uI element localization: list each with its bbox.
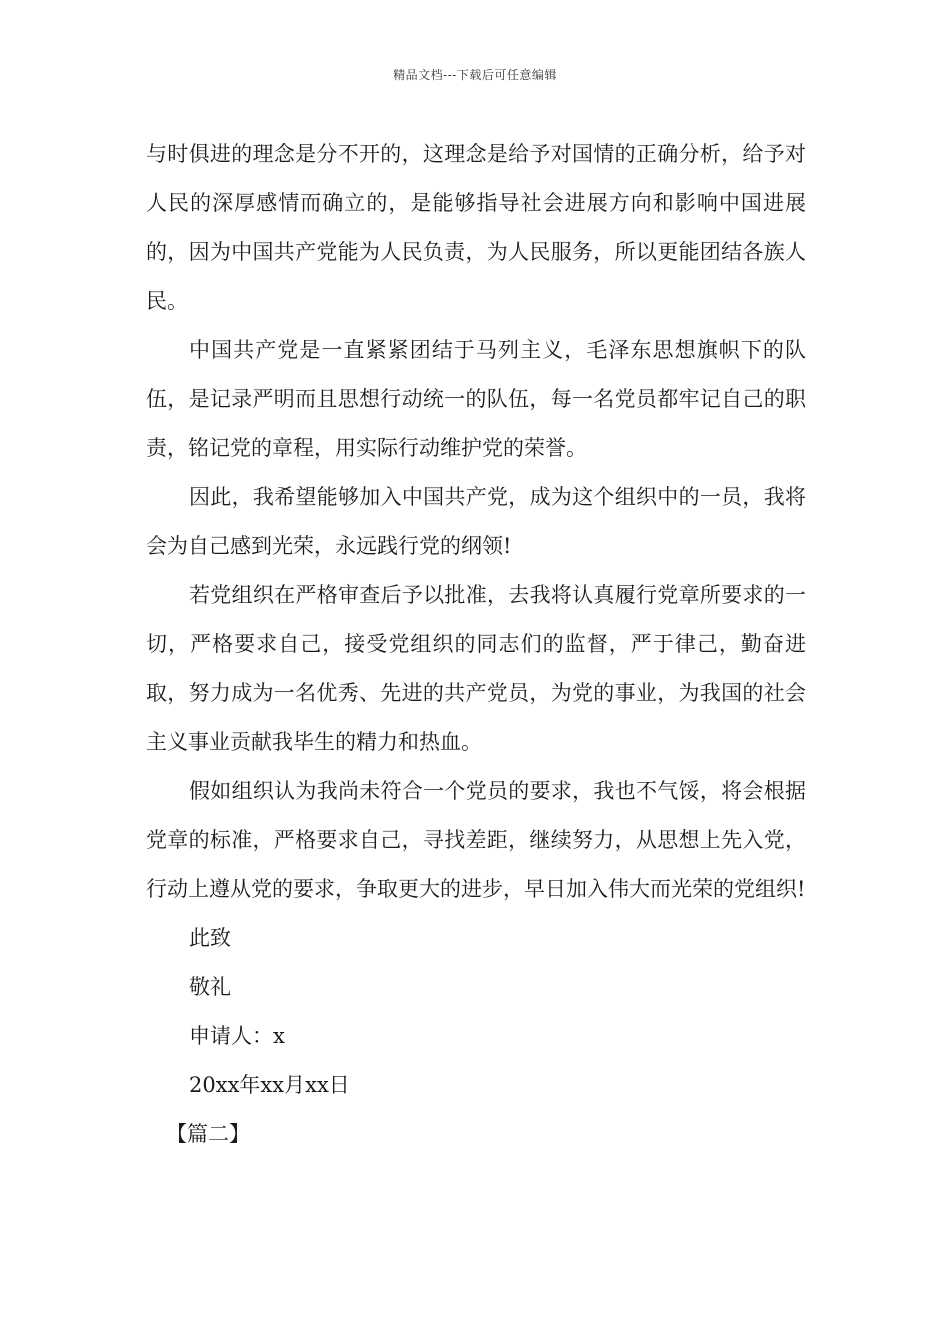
paragraph-party-discipline: 中国共产党是一直紧紧团结于马列主义，毛泽东思想旗帜下的队伍，是记录严明而且思想行动统一的队伍，每一名党员都牢记自己的职责，铭记党的章程，用实际行动维护党的荣誉。 (146, 338, 806, 460)
paragraph-wish-to-join: 因此，我希望能够加入中国共产党，成为这个组织中的一员，我将会为自己感到光荣，永远践行党的纲领! (146, 485, 806, 558)
paragraph-continuation: 与时俱进的理念是分不开的，这理念是给予对国情的正确分析，给予对人民的深厚感情而确立的，是能够指导社会进展方向和影响中国进展的，因为中国共产党能为人民负责，为人民服务，所以更能团结各族人民。 (146, 142, 806, 313)
applicant-line: 申请人：x (189, 1024, 285, 1048)
section-label: 【篇二】 (166, 1122, 250, 1146)
page-header: 精品文档---下载后可任意编辑 (393, 68, 557, 82)
paragraph-commitment: 若党组织在严格审查后予以批准，去我将认真履行党章所要求的一切，严格要求自己，接受党组织的同志们的监督，严于律己，勤奋进取，努力成为一名优秀、先进的共产党员，为党的事业，为我国的社会主义事业贡献我毕生的精力和热血。 (146, 583, 806, 754)
date-line: 20xx年xx月xx日 (189, 1073, 350, 1097)
letter-body (146, 130, 806, 1159)
closing-line: 此致 (189, 926, 231, 950)
salute-line: 敬礼 (189, 975, 231, 999)
paragraph-if-not-accepted: 假如组织认为我尚未符合一个党员的要求，我也不气馁，将会根据党章的标准，严格要求自己，寻找差距，继续努力，从思想上先入党，行动上遵从党的要求，争取更大的进步，早日加入伟大而光荣的党组织! (146, 779, 806, 901)
